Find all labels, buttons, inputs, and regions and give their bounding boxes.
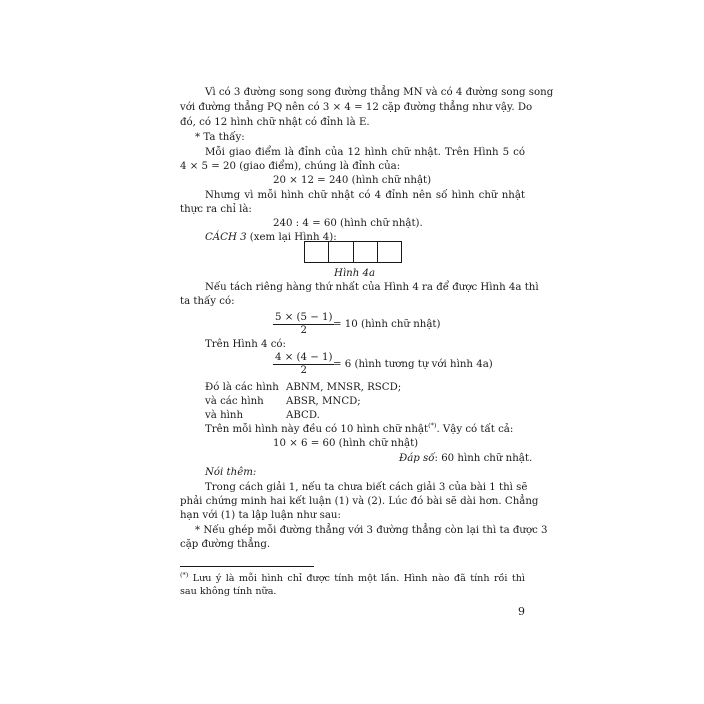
para2-line2: 4 × 5 = 20 (giao điểm), chúng là đỉnh của: bbox=[180, 161, 401, 172]
footnote-text: Lưu ý là mỗi hình chỉ được tính một lần. Hình nào đã tính rồi thì bbox=[188, 573, 525, 584]
list-label: và các hình bbox=[205, 396, 264, 407]
list-value: ABSR, MNCD; bbox=[286, 396, 361, 407]
para5-end: . Vậy có tất cả: bbox=[436, 424, 514, 435]
para1-line1: Vì có 3 đường song song đường thẳng MN và có 4 đường song song bbox=[205, 87, 554, 98]
list-value: ABCD. bbox=[286, 410, 320, 421]
tren-hinh4-label: Trên Hình 4 có: bbox=[205, 339, 286, 350]
para6-line3: hạn với (1) ta lập luận như sau: bbox=[180, 510, 341, 521]
list-label: Đó là các hình bbox=[205, 382, 279, 393]
footnote-line1 bbox=[180, 572, 525, 585]
fraction-1-result: = 10 (hình chữ nhật) bbox=[333, 319, 441, 330]
equation-1: 20 × 12 = 240 (hình chữ nhật) bbox=[273, 175, 432, 186]
para4-line2: ta thấy có: bbox=[180, 296, 235, 307]
list-value: ABNM, MNSR, RSCD; bbox=[286, 382, 402, 393]
fraction-1 bbox=[273, 312, 334, 337]
answer-value: : 60 hình chữ nhật. bbox=[434, 453, 533, 464]
fraction-1-denominator: 2 bbox=[300, 325, 307, 336]
cach3-label: CÁCH 3 bbox=[205, 232, 247, 243]
grid-cell bbox=[353, 241, 378, 263]
fraction-1-numerator: 5 × (5 − 1) bbox=[275, 312, 333, 323]
equation-3: 10 × 6 = 60 (hình chữ nhật) bbox=[273, 438, 419, 449]
list-label: và hình bbox=[205, 410, 244, 421]
figure-caption: Hình 4a bbox=[334, 268, 376, 279]
para2-line1: Mỗi giao điểm là đỉnh của 12 hình chữ nhật. Trên Hình 5 có bbox=[205, 147, 525, 158]
footnote-divider bbox=[180, 566, 314, 567]
noi-them-heading: Nói thêm: bbox=[205, 467, 257, 478]
para5-main: Trên mỗi hình này đều có 10 hình chữ nhật bbox=[205, 424, 429, 435]
para7-line1: * Nếu ghép mỗi đường thẳng với 3 đường thẳng còn lại thì ta được 3 bbox=[195, 525, 548, 536]
para1-line3: đó, có 12 hình chữ nhật có đỉnh là E. bbox=[180, 117, 370, 128]
equation-2: 240 : 4 = 60 (hình chữ nhật). bbox=[273, 218, 423, 229]
answer bbox=[399, 452, 533, 465]
para6-line2: phải chứng minh hai kết luận (1) và (2). Lúc đó bài sẽ dài hơn. Chẳng bbox=[180, 496, 539, 507]
footnote-reference: (*) bbox=[428, 421, 437, 430]
para5 bbox=[205, 423, 513, 436]
grid-cell bbox=[377, 241, 402, 263]
para3-line1: Nhưng vì mỗi hình chữ nhật có 4 đỉnh nên số hình chữ nhật bbox=[205, 190, 525, 201]
fraction-2 bbox=[273, 352, 334, 377]
para4-line1: Nếu tách riêng hàng thứ nhất của Hình 4 ra để được Hình 4a thì bbox=[205, 282, 539, 293]
fraction-2-denominator: 2 bbox=[300, 365, 307, 376]
figure-4a-grid bbox=[304, 241, 402, 263]
ta-thay-label: * Ta thấy: bbox=[195, 132, 245, 143]
fraction-2-numerator: 4 × (4 − 1) bbox=[275, 352, 333, 363]
para1-line2: với đường thẳng PQ nên có 3 × 4 = 12 cặp đường thẳng như vậy. Do bbox=[180, 102, 533, 113]
cach3-rest: (xem lại Hình 4): bbox=[246, 232, 337, 243]
grid-cell bbox=[304, 241, 329, 263]
para3-line2: thực ra chỉ là: bbox=[180, 204, 252, 215]
para6-line1: Trong cách giải 1, nếu ta chưa biết cách giải 3 của bài 1 thì sẽ bbox=[205, 482, 528, 493]
para7-line2: cặp đường thẳng. bbox=[180, 539, 271, 550]
footnote-mark: (*) bbox=[180, 570, 189, 579]
footnote-line2: sau không tính nữa. bbox=[180, 586, 277, 597]
answer-label: Đáp số bbox=[399, 453, 435, 464]
page-number: 9 bbox=[518, 605, 525, 618]
grid-cell bbox=[328, 241, 353, 263]
fraction-2-result: = 6 (hình tương tự với hình 4a) bbox=[333, 359, 493, 370]
